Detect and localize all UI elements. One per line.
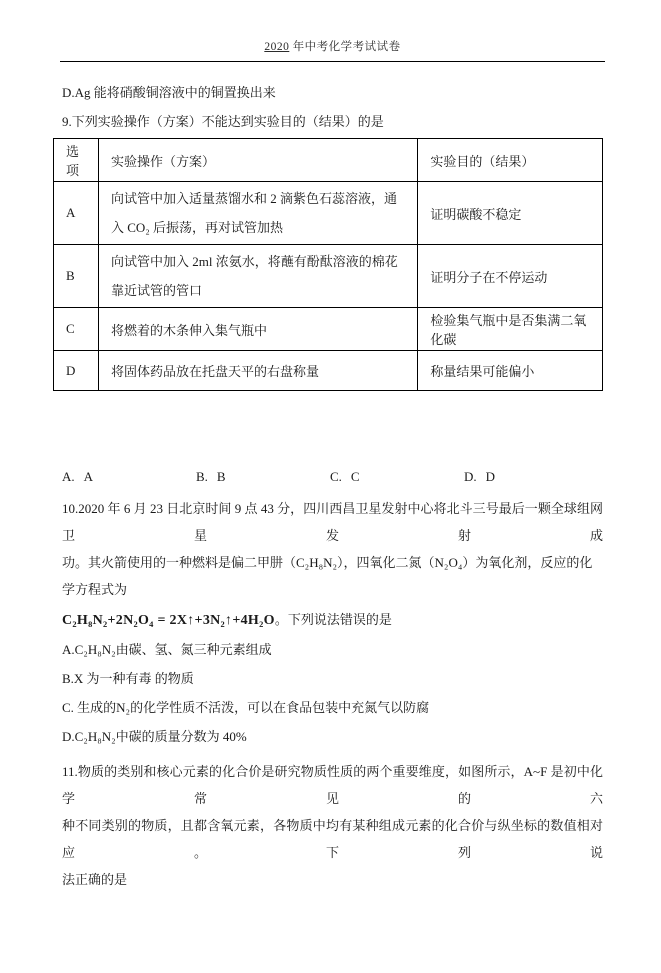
question-11-stem-line-3: 法正确的是 bbox=[62, 872, 128, 887]
q10-chemical-equation bbox=[62, 609, 603, 632]
question-9-stem: 9.下列实验操作（方案）不能达到实验目的（结果）的是 bbox=[62, 114, 384, 129]
table-row bbox=[54, 351, 603, 391]
q9-choice-a bbox=[62, 469, 196, 485]
q9-row-a-purpose: 证明碳酸不稳定 bbox=[418, 182, 603, 245]
table-row bbox=[54, 308, 603, 351]
question-10-stem-line-1: 10.2020 年 6 月 23 日北京时间 9 点 43 分，四川西昌卫星发射中心将北斗三号最后一颗全球组网卫星发射成 bbox=[62, 501, 603, 543]
q9-choice-d-label: D. bbox=[464, 469, 477, 484]
q9-row-c-purpose: 检验集气瓶中是否集满二氧化碳 bbox=[418, 308, 603, 351]
question-11-stem-line-1: 11.物质的类别和核心元素的化合价是研究物质性质的两个重要维度，如图所示，A~F 是初中化学常见的六 bbox=[62, 764, 603, 806]
q9-table-header-row bbox=[54, 139, 603, 182]
q9-choice-b-label: B. bbox=[196, 469, 208, 484]
q9-choice-c-label: C. bbox=[330, 469, 342, 484]
q9-row-b-operation: 向试管中加入 2ml 浓氨水，将蘸有酚酞溶液的棉花靠近试管的管口 bbox=[98, 245, 417, 308]
q9-col-header-operation: 实验操作（方案） bbox=[98, 139, 417, 182]
question-11-stem-line-2: 种不同类别的物质，且都含氧元素，各物质中均有某种组成元素的化合价与纵坐标的数值相对应。下列说 bbox=[62, 818, 603, 860]
question-10-stem-line-2: 功。其火箭使用的一种燃料是偏二甲肼（C₂H₈N₂），四氧化二氮（N₂O₄）为氧化剂，反应的化学方程式为 bbox=[62, 555, 593, 597]
table-row bbox=[54, 182, 603, 245]
q9-row-b-purpose: 证明分子在不停运动 bbox=[418, 245, 603, 308]
q9-row-d-purpose: 称量结果可能偏小 bbox=[418, 351, 603, 391]
q9-row-c-operation: 将燃着的木条伸入集气瓶中 bbox=[98, 308, 417, 351]
q9-answer-choices bbox=[62, 469, 603, 485]
q9-table bbox=[53, 138, 603, 391]
q9-choice-d-value: D bbox=[485, 469, 496, 484]
q9-col-header-purpose: 实验目的（结果） bbox=[418, 139, 603, 182]
header-title: 年中考化学考试试卷 bbox=[289, 41, 401, 53]
q9-choice-d bbox=[464, 469, 598, 485]
q10-equation-formula: C₂H₈N₂+2N₂O₄ = 2X↑+3N₂↑+4H₂O bbox=[62, 613, 275, 628]
page-header bbox=[62, 38, 603, 54]
q10-equation-suffix: 。下列说法错误的是 bbox=[274, 612, 392, 627]
q9-row-a-operation: 向试管中加入适量蒸馏水和 2 滴紫色石蕊溶液，通入 CO₂ 后振荡，再对试管加热 bbox=[98, 182, 417, 245]
q9-row-a-option: A bbox=[54, 182, 99, 245]
option-d-previous-question: D.Ag 能将硝酸铜溶液中的铜置换出来 bbox=[62, 85, 276, 100]
q9-choice-b bbox=[196, 469, 330, 485]
table-row bbox=[54, 245, 603, 308]
exam-page bbox=[0, 38, 661, 973]
q10-option-b: B.X 为一种有毒 的物质 bbox=[62, 671, 194, 686]
q10-options bbox=[62, 642, 603, 745]
question-11-stem bbox=[62, 758, 603, 893]
q9-choice-c-value: C bbox=[350, 469, 360, 484]
q9-choice-b-value: B bbox=[216, 469, 226, 484]
q9-row-c-option: C bbox=[54, 308, 99, 351]
q9-col-header-option: 选项 bbox=[54, 139, 99, 182]
question-10-stem bbox=[62, 495, 603, 603]
header-divider bbox=[60, 61, 605, 62]
q9-row-d-operation: 将固体药品放在托盘天平的右盘称量 bbox=[98, 351, 417, 391]
q9-choice-a-label: A. bbox=[62, 469, 75, 484]
q9-row-b-option: B bbox=[54, 245, 99, 308]
q9-choice-a-value: A bbox=[83, 469, 94, 484]
q10-option-a: A.C₂H₈N₂由碳、氢、氮三种元素组成 bbox=[62, 642, 272, 657]
q10-option-d: D.C₂H₈N₂中碳的质量分数为 40% bbox=[62, 729, 247, 744]
header-year: 2020 bbox=[264, 41, 290, 53]
q9-choice-c bbox=[330, 469, 464, 485]
q10-option-c: C. 生成的N₂的化学性质不活泼，可以在食品包装中充氮气以防腐 bbox=[62, 700, 430, 715]
q9-row-d-option: D bbox=[54, 351, 99, 391]
